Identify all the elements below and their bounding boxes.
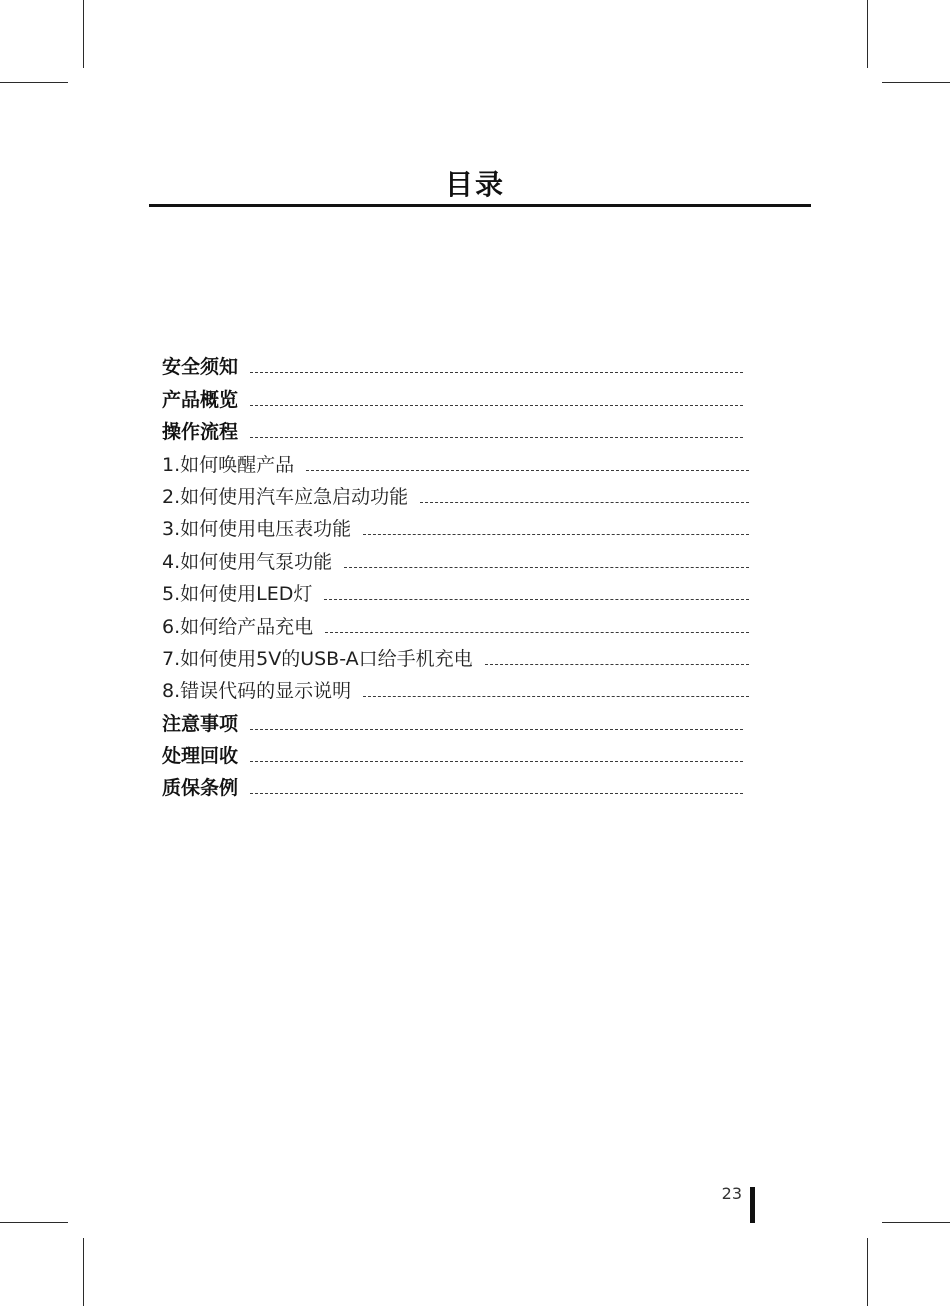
toc-section-entry[interactable] xyxy=(162,380,749,412)
toc-dotted-leader xyxy=(250,372,743,373)
toc-dotted-leader xyxy=(485,664,749,665)
crop-mark-top-right-vertical xyxy=(867,0,868,68)
toc-dotted-leader xyxy=(363,534,749,535)
toc-dotted-leader xyxy=(306,470,749,471)
toc-dotted-leader xyxy=(324,599,749,600)
toc-dotted-leader xyxy=(363,696,749,697)
toc-dotted-leader xyxy=(250,761,743,762)
toc-entry-label: 质保条例 xyxy=(162,777,239,800)
toc-entry-label: 处理回收 xyxy=(162,745,239,768)
toc-subsection-entry[interactable] xyxy=(162,478,749,510)
toc-subsection-entry[interactable] xyxy=(162,510,749,542)
toc-entry-label: 3.如何使用电压表功能 xyxy=(162,518,352,541)
toc-section-entry[interactable] xyxy=(162,704,749,736)
toc-section-entry[interactable] xyxy=(162,737,749,769)
toc-section-entry[interactable] xyxy=(162,413,749,445)
toc-dotted-leader xyxy=(344,567,749,568)
crop-mark-bottom-left-vertical xyxy=(83,1238,84,1306)
toc-entry-label: 安全须知 xyxy=(162,356,239,379)
crop-mark-bottom-left-horizontal xyxy=(0,1222,68,1223)
crop-mark-top-left-vertical xyxy=(83,0,84,68)
toc-entry-label: 7.如何使用5V的USB-A口给手机充电 xyxy=(162,647,473,670)
crop-mark-bottom-right-horizontal xyxy=(882,1222,950,1223)
title-underline xyxy=(149,204,811,207)
toc-dotted-leader xyxy=(420,502,749,503)
toc-entry-label: 产品概览 xyxy=(162,388,239,411)
toc-entry-label: 1.如何唤醒产品 xyxy=(162,453,295,476)
toc-entry-label: 5.如何使用LED灯 xyxy=(162,583,313,606)
toc-entry-label: 2.如何使用汽车应急启动功能 xyxy=(162,485,409,508)
toc-entry-label: 8.错误代码的显示说明 xyxy=(162,680,352,703)
page-title: 目录 xyxy=(444,168,505,201)
toc-subsection-entry[interactable] xyxy=(162,445,749,477)
toc-dotted-leader xyxy=(250,437,743,438)
crop-mark-bottom-right-vertical xyxy=(867,1238,868,1306)
toc-dotted-leader xyxy=(250,405,743,406)
toc-entry-label: 注意事项 xyxy=(162,712,239,735)
toc-subsection-entry[interactable] xyxy=(162,607,749,639)
crop-mark-top-left-horizontal xyxy=(0,82,68,83)
toc-entry-label: 操作流程 xyxy=(162,421,239,444)
toc-entry-label: 6.如何给产品充电 xyxy=(162,615,314,638)
page-number: 23 xyxy=(721,1184,742,1203)
toc-dotted-leader xyxy=(250,729,743,730)
toc-subsection-entry[interactable] xyxy=(162,640,749,672)
toc-subsection-entry[interactable] xyxy=(162,672,749,704)
crop-mark-top-right-horizontal xyxy=(882,82,950,83)
toc-dotted-leader xyxy=(250,793,743,794)
toc-dotted-leader xyxy=(325,632,749,633)
toc-subsection-entry[interactable] xyxy=(162,542,749,574)
page-number-bar xyxy=(750,1187,755,1223)
table-of-contents xyxy=(162,348,749,801)
toc-section-entry[interactable] xyxy=(162,769,749,801)
toc-entry-label: 4.如何使用气泵功能 xyxy=(162,550,333,573)
toc-section-entry[interactable] xyxy=(162,348,749,380)
toc-subsection-entry[interactable] xyxy=(162,575,749,607)
